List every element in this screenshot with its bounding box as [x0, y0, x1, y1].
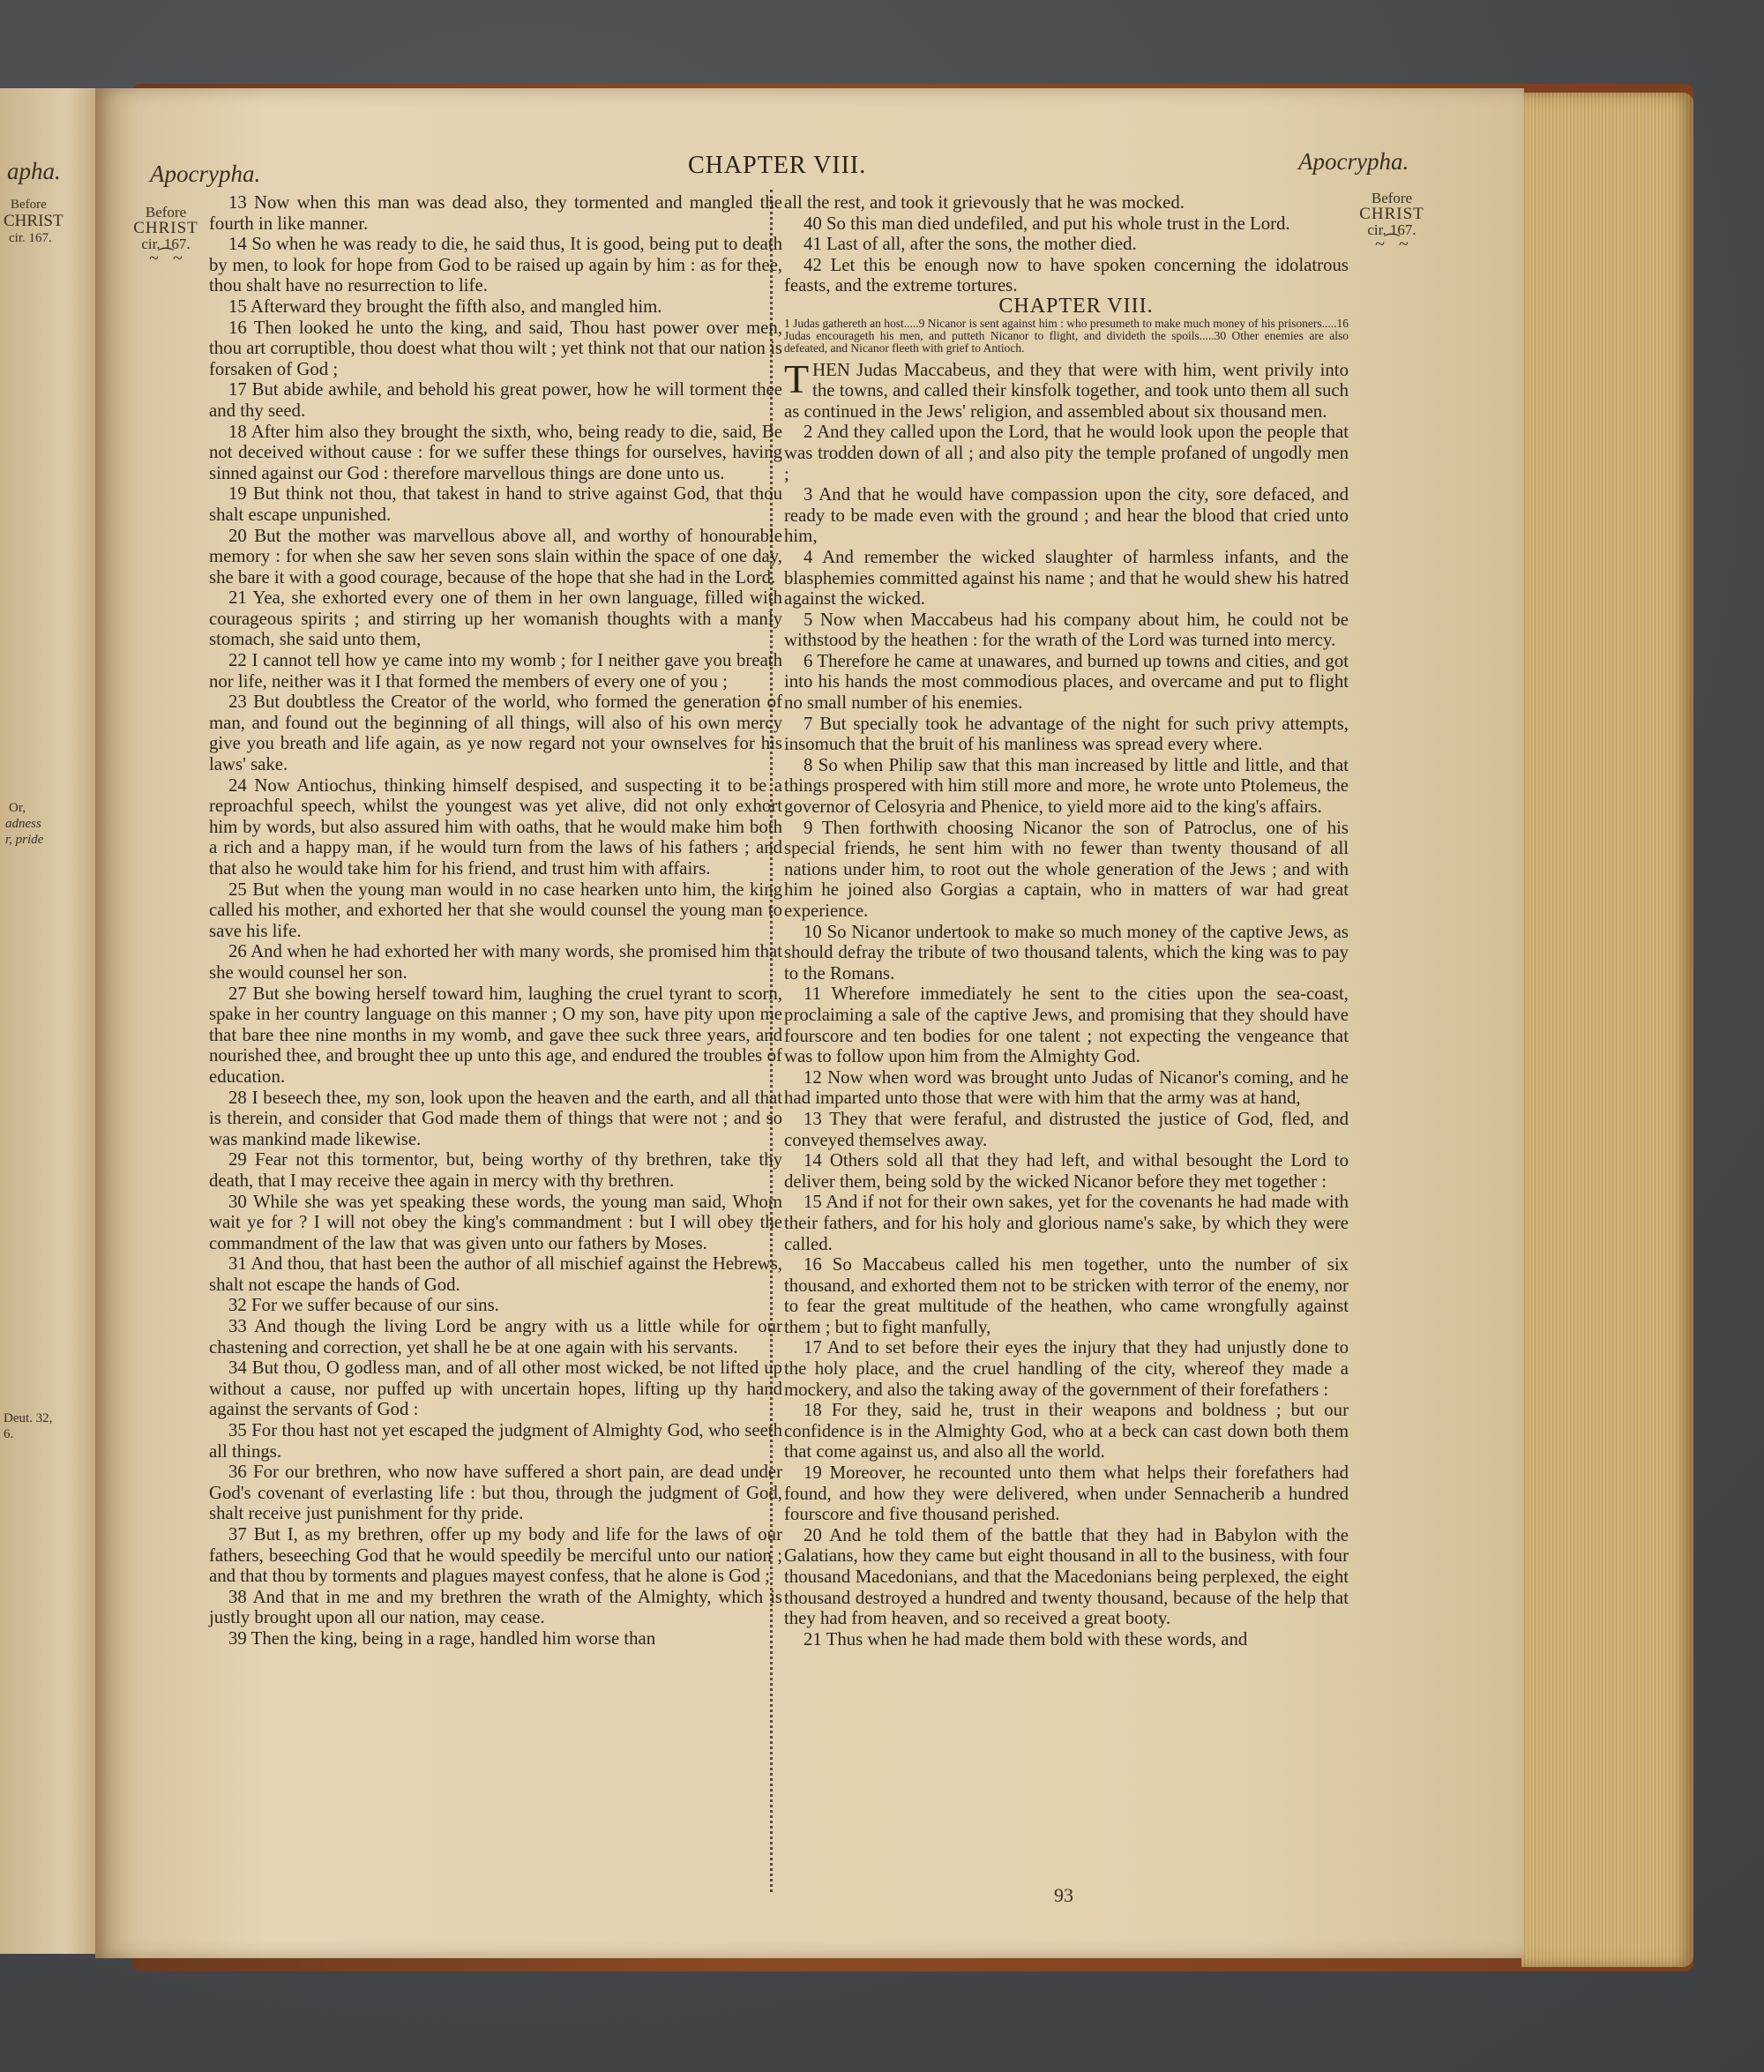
left-note-pride: r, pride — [5, 833, 44, 847]
verse: 34 But thou, O godless man, and of all other most wicked, be not lifted up without a cause, nor puffed up with uncertain hopes, lifting up thy hand against the servants of God : — [209, 1358, 782, 1420]
verse: 14 So when he was ready to die, he said thus, It is good, being put to death by men, to look for hope from God to be raised up again by him : as for thee, thou shalt have no resurrection to life. — [209, 234, 782, 296]
left-note-deut: Deut. 32, — [4, 1411, 53, 1425]
verse: 17 And to set before their eyes the injury that they had unjustly done to the holy place, and the cruel handling of the city, whereof they made a mockery, and also the taking away of the government of their forefathers : — [784, 1337, 1349, 1400]
verse: 36 For our brethren, who now have suffered a short pain, are dead under God's covenant of everlasting life : but thou, through the judgment of God, shalt receive just punishment for thy pride. — [209, 1462, 782, 1524]
verse: 14 Others sold all that they had left, and withal besought the Lord to deliver them, being sold by the wicked Nicanor before they met together : — [784, 1150, 1349, 1192]
verse: 42 Let this be enough now to have spoken concerning the idolatrous feasts, and the extreme tortures. — [784, 254, 1349, 296]
chapter-heading: CHAPTER VIII. — [998, 294, 1154, 318]
verse: 10 So Nicanor undertook to make so much money of the captive Jews, as should defray the tribute of two thousand talents, which the king was to pay to the Romans. — [784, 921, 1349, 984]
page-number: 93 — [1054, 1884, 1073, 1906]
verse: 16 So Maccabeus called his men together, unto the number of six thousand, and exhorted them not to be stricken with terror of the enemy, nor to fear the great multitude of the heathen, who came wrongfully against them ; but to fight manfully, — [784, 1254, 1349, 1337]
drop-cap: T — [784, 355, 810, 401]
page-edges — [1521, 93, 1693, 1967]
verse: 12 Now when word was brought unto Judas of Nicanor's coming, and he had imparted unto those that were with him that the army was at hand, — [784, 1066, 1349, 1109]
page-title: CHAPTER VIII. — [688, 152, 867, 179]
verse: 19 But think not thou, that takest in hand to strive against God, that thou shalt escape unpunished. — [209, 483, 782, 525]
verse: 11 Wherefore immediately he sent to the cities upon the sea-coast, proclaiming a sale of the captive Jews, and promising that they should have fourscore and ten bodies for one talent ; not expecting the vengeance that was to follow upon him from the Almighty God. — [784, 984, 1349, 1067]
verse: 21 Yea, she exhorted every one of them in her own language, filled with courageous spirits ; and stirring up her womanish thoughts with a manly stomach, she said unto them, — [209, 587, 782, 650]
right-column — [784, 192, 1349, 1649]
verse: 7 But specially took he advantage of the night for such privy attempts, insomuch that the bruit of his manliness was spread every where. — [784, 713, 1349, 755]
verse: 32 For we suffer because of our sins. — [228, 1295, 499, 1316]
ornament-icon: ~⁀~ — [149, 249, 183, 268]
verse: 30 While she was yet speaking these words, the young man said, Whom wait ye for ? I will not obey the king's commandment : but I will obey the commandment of the law that was given unto our fathers by Moses. — [209, 1191, 782, 1253]
margin-cir: cir. 167. — [1367, 221, 1416, 238]
margin-before: Before — [145, 204, 187, 221]
left-column — [209, 192, 782, 1649]
ornament-icon: ~⁀~ — [1375, 235, 1409, 254]
left-before: Before — [11, 198, 47, 212]
left-note-six: 6. — [4, 1427, 14, 1441]
verse: 21 Thus when he had made them bold with these words, and — [804, 1628, 1248, 1649]
right-running-head: Apocrypha. — [1298, 148, 1409, 175]
verse: 13 They that were feraful, and distrusted the justice of God, fled, and conveyed themselves away. — [784, 1108, 1349, 1150]
verse: 18 After him also they brought the sixth, who, being ready to die, said, Be not deceived without cause : for we suffer these things for ourselves, having sinned against our God : therefore marvellous things are done unto us. — [209, 421, 782, 483]
first-verse-text: HEN Judas Maccabeus, and they that were with him, went privily into the towns, and called their kinsfolk together, and took unto them all such as continued in the Jews' religion, and assembled about six thousand men. — [784, 359, 1349, 422]
verse: 31 And thou, that hast been the author of all mischief against the Hebrews, shalt not escape the hands of God. — [209, 1253, 782, 1295]
verse: 27 But she bowing herself toward him, laughing the cruel tyrant to scorn, spake in her country language on this manner ; O my son, have pity upon me that bare thee nine months in my womb, and gave thee suck three years, and nourished thee, and brought thee up unto this age, and endured the troubles of education. — [209, 983, 782, 1087]
verse: 33 And though the living Lord be angry with us a little while for our chastening and correction, yet shall he be at one again with his servants. — [209, 1316, 782, 1358]
verse: 29 Fear not this tormentor, but, being worthy of thy brethren, take thy death, that I may receive thee again in mercy with thy brethren. — [209, 1149, 782, 1191]
first-verse — [784, 355, 1349, 423]
verse: 20 And he told them of the battle that they had in Babylon with the Galatians, how they came but eight thousand in all to the business, with four thousand Macedonians, and that the Macedonians being perplexed, the eight thousand destroyed a hundred and twenty thousand, because of the help that they had from heaven, and so received a great booty. — [784, 1524, 1349, 1629]
verse: 40 So this man died undefiled, and put his whole trust in the Lord. — [804, 213, 1290, 234]
verse: 26 And when he had exhorted her with many words, she promised him that she would counsel her son. — [209, 941, 782, 983]
margin-christ: CHRIST — [1359, 205, 1424, 223]
verse: 39 Then the king, being in a rage, handled him worse than — [228, 1627, 656, 1649]
verse: 3 And that he would have compassion upon the city, sore defaced, and ready to be made even with the ground ; and hear the blood that cried unto him, — [784, 484, 1349, 547]
chapter-summary: 1 Judas gathereth an host.....9 Nicanor is sent against him : who presumeth to make much money of his prisoners.....16 Judas encourageth his men, and putteth Nicanor to flight, and divideth the spoils.....30 Other enemies are also defeated, and Nicanor fleeth with grief to Antioch. — [784, 316, 1349, 355]
verse: 9 Then forthwith choosing Nicanor the son of Patroclus, one of his special friends, he sent him with no fewer than twenty thousand of all nations under him, to root out the whole generation of the Jews ; and with him he joined also Gorgias a captain, who in matters of war had great experience. — [784, 817, 1349, 921]
verse: 2 And they called upon the Lord, that he would look upon the people that was trodden down of all ; and also pity the temple profaned of ungodly men ; — [784, 422, 1349, 484]
verse: all the rest, and took it grievously that he was mocked. — [784, 192, 1185, 213]
verse: 6 Therefore he came at unawares, and burned up towns and cities, and got into his hands the most commodious places, and overcame and put to flight no small number of his enemies. — [784, 650, 1349, 714]
verse: 13 Now when this man was dead also, they tormented and mangled the fourth in like manner. — [209, 192, 782, 234]
verse: 15 And if not for their own sakes, yet for the covenants he had made with their fathers, and for his holy and glorious name's sake, by which they were called. — [784, 1192, 1349, 1254]
verse: 15 Afterward they brought the fifth also, and mangled him. — [228, 295, 662, 317]
verse: 16 Then looked he unto the king, and said, Thou hast power over men, thou art corruptible, thou doest what thou wilt ; yet think not that our nation is forsaken of God ; — [209, 317, 782, 379]
left-christ: CHRIST — [4, 212, 64, 230]
verse: 35 For thou hast not yet escaped the judgment of Almighty God, who seeth all things. — [209, 1420, 782, 1462]
left-runhead-fragment: apha. — [7, 158, 61, 184]
verse: 18 For they, said he, trust in their weapons and boldness ; but our confidence is in the Almighty God, who at a beck can cast down both them that come against us, and also all the world. — [784, 1400, 1349, 1462]
verse: 5 Now when Maccabeus had his company about him, he could not be withstood by the heathen : for the wrath of the Lord was turned into mercy. — [784, 609, 1349, 651]
margin-date-right — [1351, 190, 1432, 254]
left-cir: cir. 167. — [9, 231, 52, 245]
verse: 22 I cannot tell how ye came into my womb ; for I neither gave you breath nor life, neither was it I that formed the members of every one of you ; — [209, 650, 782, 692]
left-running-head: Apocrypha. — [150, 161, 261, 187]
verse: 19 Moreover, he recounted unto them what helps their forefathers had found, and how they were delivered, when under Sennacherib a hundred fourscore and five thousand perished. — [784, 1462, 1349, 1525]
verse: 8 So when Philip saw that this man increased by little and little, and that things prospered with him still more and more, he wrote unto Ptolemeus, the governor of Celosyria and Phenice, to yield more aid to the king's affairs. — [784, 754, 1349, 818]
left-page-fragment — [0, 88, 95, 1954]
verse: 17 But abide awhile, and behold his great power, how he will torment thee and thy seed. — [209, 379, 782, 421]
verse: 23 But doubtless the Creator of the world, who formed the generation of man, and found out the beginning of all things, will also of his own mercy give you breath and life again, as ye now regard not your ownselves for his laws' sake. — [209, 692, 782, 775]
left-note-or: Or, — [9, 801, 26, 815]
margin-cir: cir. 167. — [141, 236, 191, 252]
verse: 24 Now Antiochus, thinking himself despised, and suspecting it to be a reproachful speech, whilst the youngest was yet alive, did not only exhort him by words, but also assured him with oaths, that he would make him both a rich and a happy man, if he would turn from the laws of his fathers ; and that also he would take him for his friend, and trust him with affairs. — [209, 774, 782, 879]
verse: 25 But when the young man would in no case hearken unto him, the king called his mother, and exhorted her that she would counsel the young man to save his life. — [209, 879, 782, 941]
verse: 4 And remember the wicked slaughter of harmless infants, and the blasphemies committed against his name ; and that he would shew his hatred against the wicked. — [784, 546, 1349, 610]
margin-christ: CHRIST — [133, 219, 198, 237]
margin-before: Before — [1371, 190, 1413, 206]
margin-date-left — [128, 204, 204, 268]
verse: 38 And that in me and my brethren the wrath of the Almighty, which is justly brought upon all our nation, may cease. — [209, 1586, 782, 1628]
left-note-adness: adness — [5, 817, 41, 831]
verse: 28 I beseech thee, my son, look upon the heaven and the earth, and all that is therein, and consider that God made them of things that were not ; and so was mankind made likewise. — [209, 1087, 782, 1149]
verse: 41 Last of all, after the sons, the mother died. — [804, 234, 1137, 255]
verse: 37 But I, as my brethren, offer up my body and life for the laws of our fathers, beseeching God that he would speedily be merciful unto our nation ; and that thou by torments and plagues mayest confess, that he alone is God ; — [209, 1524, 782, 1587]
verse: 20 But the mother was marvellous above all, and worthy of honourable memory : for when she saw her seven sons slain within the space of one day, she bare it with a good courage, because of the hope that she had in the Lord. — [209, 525, 782, 587]
